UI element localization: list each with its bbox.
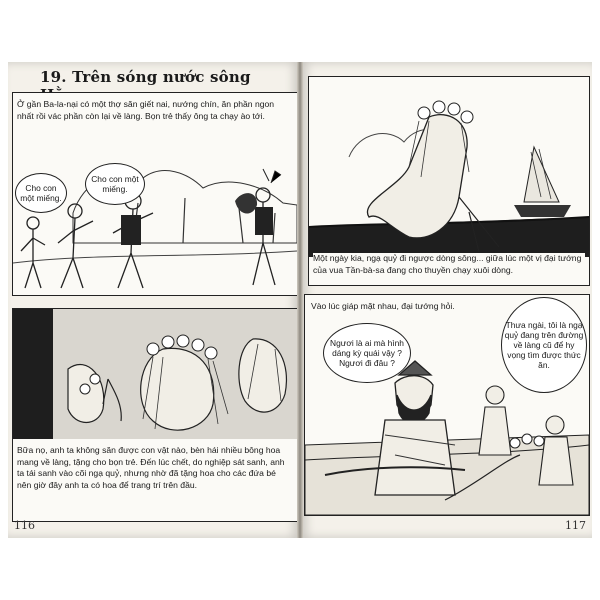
speech-bubble-child-1: Cho con một miếng. (15, 173, 67, 213)
right-panel2-caption: Vào lúc giáp mặt nhau, đại tướng hỏi. (311, 301, 491, 313)
speech-bubble-ghost: Thưa ngài, tôi là ngạ quỷ đang trên đường về làng cũ để hy vọng tìm được thức ăn. (501, 297, 587, 393)
chapter-title: 19. Trên sóng nước sông (40, 68, 251, 86)
panel1-caption: Ở gần Ba-la-nại có một thợ săn giết nai, nướng chín, ăn phần ngon nhất rồi vác phần còn lại về làng. Bọn trẻ thấy ông ta chạy ào tới. (17, 99, 287, 122)
page-number-right: 117 (565, 519, 586, 532)
panel-flower-ghost (12, 308, 298, 522)
left-page (8, 62, 300, 538)
right-page (300, 62, 592, 538)
panel-river-ghost (308, 76, 590, 286)
speech-bubble-child-2: Cho con một miếng. (85, 163, 145, 205)
panel-general-meeting (304, 294, 590, 516)
speech-bubble-general: Ngươi là ai mà hình dáng kỳ quái vậy ? Ngươi đi đâu ? (323, 323, 411, 383)
panel2-caption: Bữa nọ, anh ta không săn được con vật nào, bèn hái nhiều bông hoa mang về làng, tặng cho bọn trẻ. Đến lúc chết, do nghiệp sát sanh, anh ta tái sanh vào cõi ngạ quỷ, nhưng nhờ đã tặng hoa cho các đứa bé nên giờ đây anh ta có hoa để trang trí trên đầu. (17, 445, 289, 491)
book-spine (297, 62, 303, 538)
right-panel1-caption: Một ngày kia, ngạ quỷ đi ngược dòng sông... giữa lúc một vị đại tướng của vua Tần-bà-sa đang cho thuyền chạy xuôi dòng. (313, 253, 585, 276)
page-number-left: 116 (14, 519, 35, 532)
panel-hunter-children (12, 92, 298, 296)
